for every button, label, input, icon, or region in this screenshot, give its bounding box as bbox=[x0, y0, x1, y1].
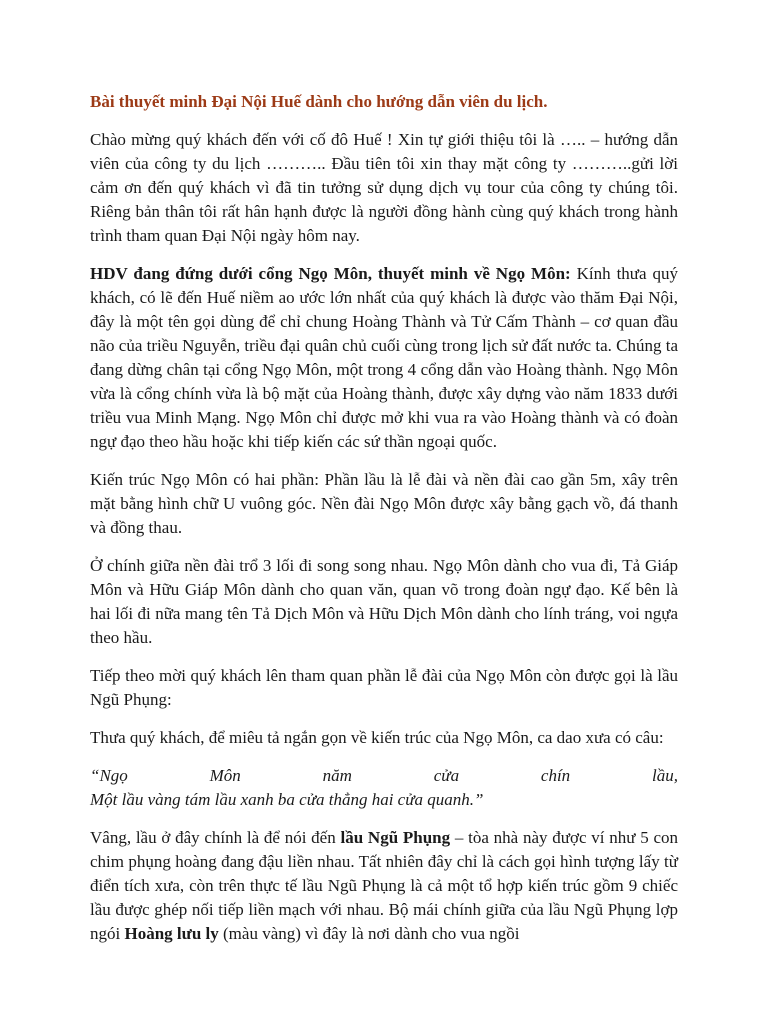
paragraph-gates: Ở chính giữa nền đài trổ 3 lối đi song song nhau. Ngọ Môn dành cho vua đi, Tả Giáp Môn và Hữu Giáp Môn dành cho quan văn, quan võ trong đoàn ngự đạo. Kế bên là hai lối đi nữa mang tên Tả Dịch Môn và Hữu Dịch Môn dành cho lính tráng, voi ngựa theo hầu. bbox=[90, 556, 678, 647]
paragraph-body: Kính thưa quý khách, có lẽ đến Huế niềm ao ước lớn nhất của quý khách là được vào thăm Đại Nội, đây là một tên gọi dùng để chỉ chung Hoàng Thành và Tử Cấm Thành – cơ quan đầu não của triều Nguyễn, triều đại quân chủ cuối cùng trong lịch sử đất nước ta. Chúng ta đang dừng chân tại cổng Ngọ Môn, một trong 4 cổng dẫn vào Hoàng thành. Ngọ Môn vừa là cổng chính vừa là bộ mặt của Hoàng thành, được xây dựng vào năm 1833 dưới triều vua Minh Mạng. Ngọ Môn chỉ được mở khi vua ra vào Hoàng thành và có đoàn ngự đạo theo hầu hoặc khi tiếp kiến các sứ thần ngoại quốc. bbox=[90, 264, 679, 451]
folk-verse bbox=[90, 764, 678, 812]
document-page bbox=[90, 90, 678, 960]
section-heading: HDV đang đứng dưới cổng Ngọ Môn, thuyết minh về Ngọ Môn: bbox=[90, 264, 571, 283]
document-title: Bài thuyết minh Đại Nội Huế dành cho hướng dẫn viên du lịch. bbox=[90, 92, 548, 111]
text-run: – tòa nhà này được ví như 5 con chim phụng hoàng đang đậu liền nhau. Tất nhiên đây chỉ là cách gọi hình tượng lấy từ điển tích xưa, còn trên thực tế lầu Ngũ Phụng là cả một tổ hợp kiến trúc gồm 9 chiếc lầu được ghép nối tiếp liền mạch với nhau. Bộ mái chính giữa của lầu Ngũ Phụng lợp ngói bbox=[90, 828, 678, 943]
bold-term: Hoàng lưu ly bbox=[124, 924, 219, 943]
paragraph-welcome: Chào mừng quý khách đến với cố đô Huế ! Xin tự giới thiệu tôi là ….. – hướng dẫn viên của công ty du lịch ……….. Đầu tiên tôi xin thay mặt công ty ………..gửi lời cảm ơn đến quý khách vì đã tin tưởng sử dụng dịch vụ tour của công ty chúng tôi. Riêng bản thân tôi rất hân hạnh được là người đồng hành cùng quý khách trong hành trình tham quan Đại Nội ngày hôm nay. bbox=[90, 130, 678, 245]
paragraph-ngu-phung-description bbox=[90, 826, 678, 946]
verse-line: “Ngọ Môn năm cửa chín lầu, bbox=[90, 766, 678, 785]
verse-line: Một lầu vàng tám lầu xanh ba cửa thẳng hai cửa quanh.” bbox=[90, 790, 484, 809]
paragraph-folk-verse-intro: Thưa quý khách, để miêu tả ngắn gọn về kiến trúc của Ngọ Môn, ca dao xưa có câu: bbox=[90, 728, 664, 747]
paragraph-architecture: Kiến trúc Ngọ Môn có hai phần: Phần lầu là lễ đài và nền đài cao gần 5m, xây trên mặt bằng hình chữ U vuông góc. Nền đài Ngọ Môn được xây bằng gạch vồ, đá thanh và đồng thau. bbox=[90, 470, 678, 537]
paragraph-ngo-mon-intro bbox=[90, 262, 678, 454]
text-run: Vâng, lầu ở đây chính là để nói đến bbox=[90, 828, 341, 847]
paragraph-ngu-phung-intro: Tiếp theo mời quý khách lên tham quan phần lễ đài của Ngọ Môn còn được gọi là lầu Ngũ Phụng: bbox=[90, 666, 678, 709]
bold-term: lầu Ngũ Phụng bbox=[340, 828, 451, 847]
text-run: (màu vàng) vì đây là nơi dành cho vua ngồi bbox=[218, 924, 520, 943]
